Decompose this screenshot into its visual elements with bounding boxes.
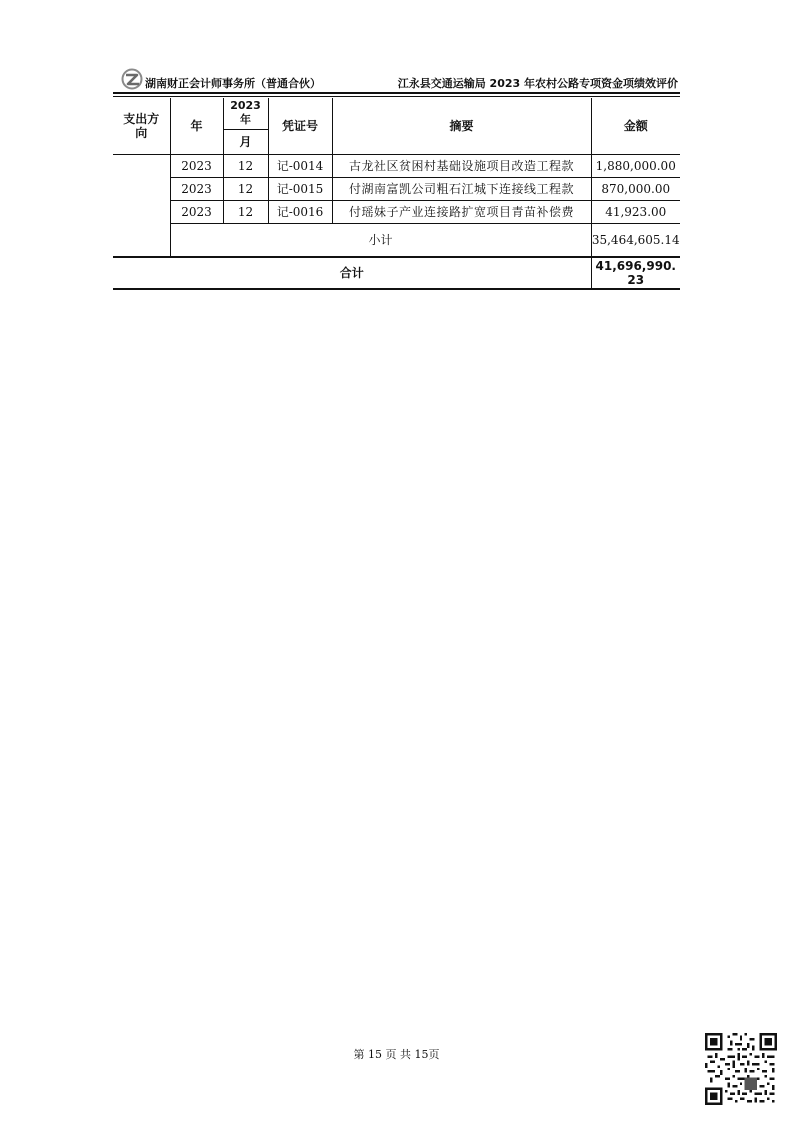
header-period: 2023 年 [223,98,268,129]
cell-voucher: 记-0014 [268,155,332,178]
cell-voucher: 记-0016 [268,201,332,224]
cell-amount: 1,880,000.00 [591,155,680,178]
cell-summary: 古龙社区贫困村基础设施项目改造工程款 [332,155,591,178]
table-row [113,155,680,178]
page-header [113,68,680,94]
header-voucher: 凭证号 [268,98,332,155]
total-row [113,257,680,289]
cell-year: 2023 [170,155,223,178]
subtotal-amount: 35,464,605.14 [591,224,680,258]
table-row [113,178,680,201]
table-header-row [113,98,680,129]
report-title: 江永县交通运输局 2023 年农村公路专项资金项绩效评价 [397,77,678,90]
header-amount: 金额 [591,98,680,155]
firm-logo-icon [121,68,143,90]
cell-year: 2023 [170,178,223,201]
total-label: 合计 [113,257,591,289]
total-amount: 41,696,990.23 [591,257,680,289]
header-rule-thin [113,96,680,97]
cell-year: 2023 [170,201,223,224]
cell-voucher: 记-0015 [268,178,332,201]
cell-month: 12 [223,201,268,224]
cell-month: 12 [223,178,268,201]
table-row [113,201,680,224]
subtotal-label: 小计 [170,224,591,258]
subtotal-row [113,224,680,258]
header-rule [113,92,680,94]
header-year: 年 [170,98,223,155]
cell-month: 12 [223,155,268,178]
firm-name: 湖南财正会计师事务所（普通合伙） [145,77,321,90]
cell-summary: 付瑶妹子产业连接路扩宽项目青苗补偿费 [332,201,591,224]
header-month: 月 [223,129,268,154]
qr-code-icon [705,1033,777,1105]
expenditure-table [113,98,680,290]
page-number: 第 15 页 共 15页 [353,1048,440,1061]
cell-summary: 付湖南富凯公司粗石江城下连接线工程款 [332,178,591,201]
cell-amount: 41,923.00 [591,201,680,224]
cell-amount: 870,000.00 [591,178,680,201]
header-direction: 支出方向 [113,98,170,155]
header-summary: 摘要 [332,98,591,155]
direction-cell [113,155,170,258]
